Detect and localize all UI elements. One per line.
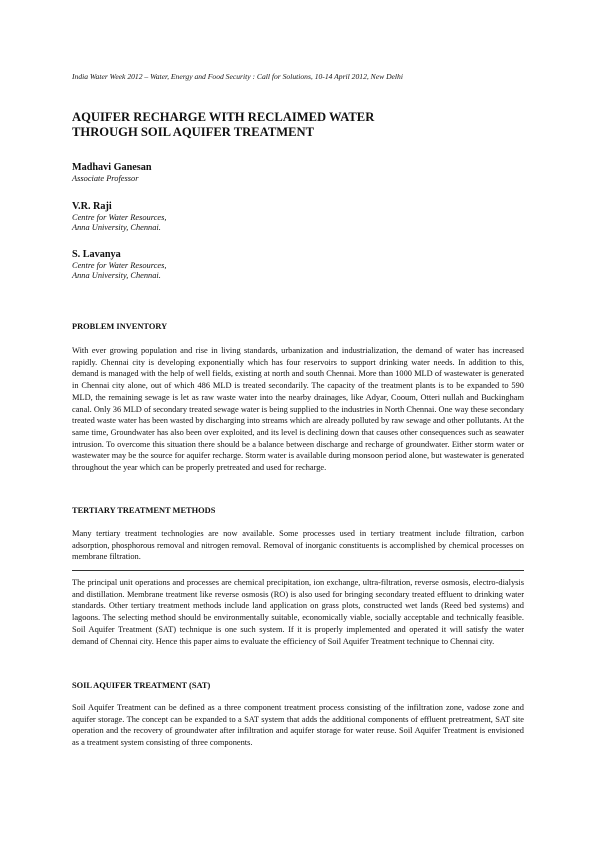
section-heading-tertiary: TERTIARY TREATMENT METHODS xyxy=(72,506,216,515)
author-name: S. Lavanya xyxy=(72,249,121,260)
author-affiliation: Anna University, Chennai. xyxy=(72,223,161,233)
paragraph-tertiary-1: Many tertiary treatment technologies are now available. Some processes used in tertiary treatment include filtration, carbon adsorption, phosphorous removal and nitrogen removal. Removal of inorganic constituents is accomplished by chemical processes on membrane filtration. xyxy=(72,529,524,562)
horizontal-divider xyxy=(72,570,524,571)
author-affiliation: Anna University, Chennai. xyxy=(72,271,161,281)
author-block xyxy=(72,201,372,234)
section-heading-problem-inventory: PROBLEM INVENTORY xyxy=(72,322,168,331)
author-affiliation: Centre for Water Resources, xyxy=(72,213,167,222)
paper-title xyxy=(72,110,532,140)
paper-title-line-1: AQUIFER RECHARGE WITH RECLAIMED WATER xyxy=(72,110,375,124)
running-header: India Water Week 2012 – Water, Energy and Food Security : Call for Solutions, 10-14 April 2012, New Delhi xyxy=(72,72,403,81)
paragraph-sat: Soil Aquifer Treatment can be defined as a three component treatment process consisting of the infiltration zone, vadose zone and aquifer storage. The concept can be expanded to a SAT system that adds the additional components of effluent pretreatment, SAT site operation and the recovery of groundwater after infiltration and aquifer storage for water reuse. Soil Aquifer Treatment is envisioned as a treatment system consisting of three components. xyxy=(72,703,524,748)
paragraph-tertiary-2: The principal unit operations and processes are chemical precipitation, ion exchange, ultra-filtration, reverse osmosis, electro-dialysis and distillation. Membrane treatment like reverse osmosis (RO) is also used for bringing secondary treated effluent to drinking water standards. Other tertiary treatment methods include land application on grass plots, constructed wet lands (Reed bed systems) and lagoons. The selecting method should be environmentally suitable, economically viable, socially acceptable and technically feasible. Soil Aquifer Treatment (SAT) technique is one such system. If it is properly implemented and operated it will satisfy the water demand of Chennai city. Hence this paper aims to evaluate the efficiency of Soil Aquifer Treatment technique to Chennai city. xyxy=(72,578,524,646)
author-name: V.R. Raji xyxy=(72,201,112,212)
author-name: Madhavi Ganesan xyxy=(72,162,152,173)
paper-title-line-2: THROUGH SOIL AQUIFER TREATMENT xyxy=(72,125,315,139)
section-heading-sat: SOIL AQUIFER TREATMENT (SAT) xyxy=(72,681,211,690)
author-affiliation: Associate Professor xyxy=(72,174,139,183)
author-block xyxy=(72,249,372,282)
author-block xyxy=(72,162,372,184)
author-affiliation: Centre for Water Resources, xyxy=(72,261,167,270)
paragraph-problem-inventory: With ever growing population and rise in living standards, urbanization and industrialization, the demand of water has increased rapidly. Chennai city is developing exponentially which has four reservoirs to support drinking water needs. In addition to this, demand is managed with the help of well fields, existing at north and south Chennai. More than 1000 MLD of wastewater is generated in Chennai city alone, out of which 486 MLD is treated secondarily. The capacity of the treatment plants is to be expanded to 590 MLD, the remaining sewage is let as raw waste water into the nearby drainages, like Adyar, Cooum, Otteri nullah and Buckingham canal. Only 36 MLD of secondary treated sewage water is being supplied to the industries in North Chennai. One way these secondary treated waste water has been wasted by discharging into streams which are already polluted by raw sewage and other pollutants. At the same time, Groundwater has also been over exploited, and its level is declining down that causes other consequences such as seawater intrusion. To overcome this situation there should be a balance between discharge and recharge of groundwater. Either storm water or wastewater may be the source for aquifer recharge. Storm water is available during monsoon period alone, but wastewater is generated throughout the year which can be properly pretreated and used for recharge. xyxy=(72,346,524,473)
